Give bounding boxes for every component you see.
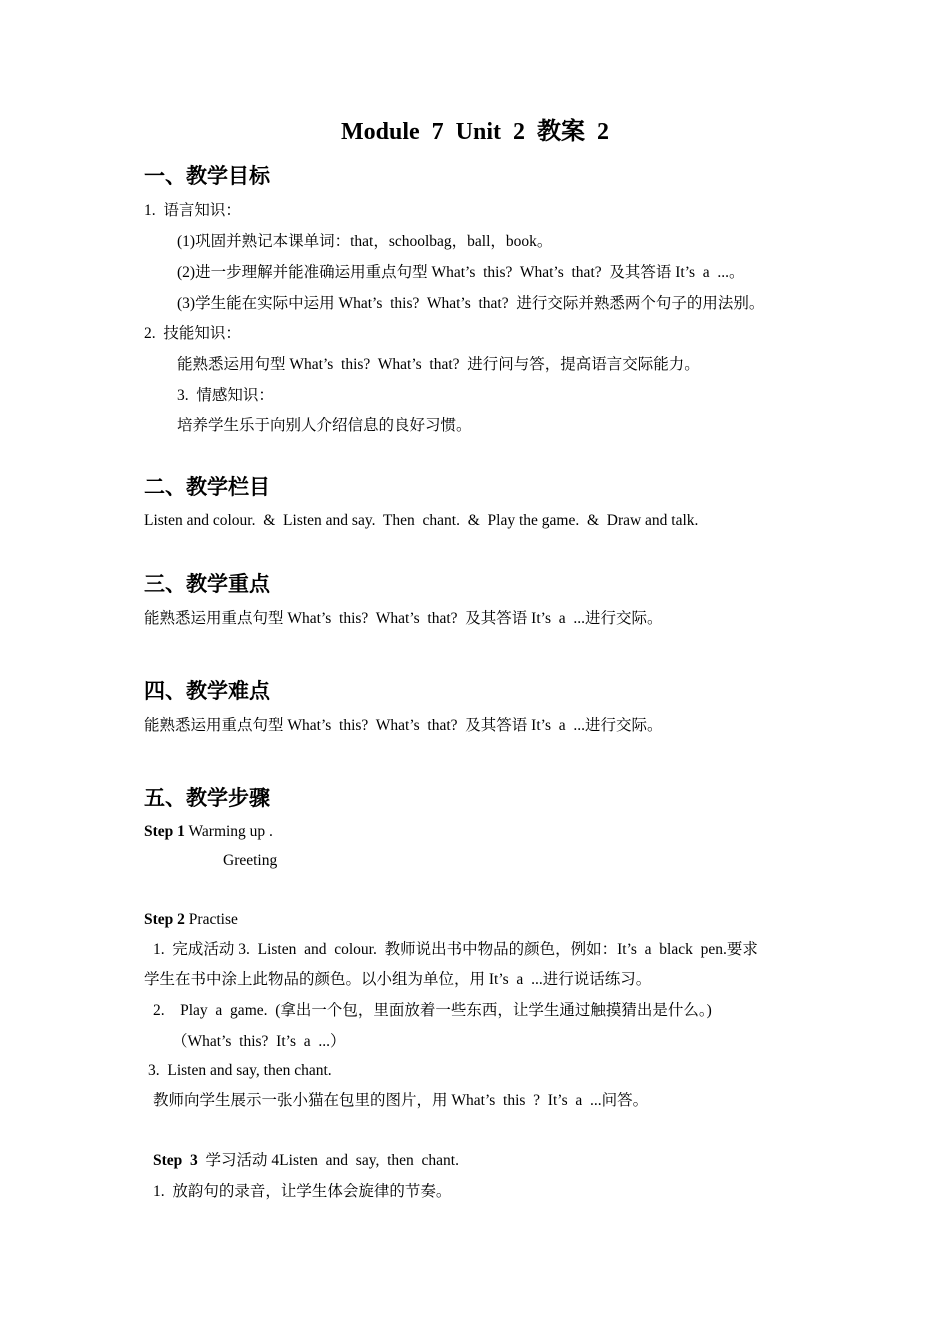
difficulties-text: 能熟悉运用重点句型 What’s this? What’s that? 及其答语 It’s a ...进行交际。 xyxy=(144,717,663,734)
key-points-text: 能熟悉运用重点句型 What’s this? What’s that? 及其答语 It’s a ...进行交际。 xyxy=(144,610,663,627)
step-2-label: Step 2 xyxy=(144,911,185,928)
skill-knowledge-text: 能熟悉运用句型 What’s this? What’s that? 进行问与答，提高语言交际能力。 xyxy=(177,356,700,373)
section-heading-difficulties: 四、教学难点 xyxy=(144,679,270,703)
objective-item-3: (3)学生能在实际中运用 What’s this? What’s that? 进行交际并熟悉两个句子的用法别。 xyxy=(177,295,765,312)
step-1-greeting: Greeting xyxy=(223,852,278,869)
step-1-title: Warming up . xyxy=(184,823,273,840)
step-2-line xyxy=(144,910,238,930)
emotion-knowledge-text: 培养学生乐于向别人介绍信息的良好习惯。 xyxy=(177,417,472,434)
step-2-item-1-line-1: 1. 完成活动 3. Listen and colour. 教师说出书中物品的颜色，例如：It’s a black pen.要求 xyxy=(153,941,758,958)
objective-item-1: (1)巩固并熟记本课单词：that，schoolbag，ball，book。 xyxy=(177,233,553,250)
columns-text: Listen and colour. & Listen and say. Then chant. & Play the game. & Draw and talk. xyxy=(144,512,699,529)
section-heading-steps: 五、教学步骤 xyxy=(144,786,270,810)
step-1-line xyxy=(144,822,273,842)
language-knowledge-label: 1. 语言知识： xyxy=(144,202,241,219)
step-3-label: Step 3 xyxy=(153,1152,198,1169)
step-2-item-2-line-1: 2. Play a game. (拿出一个包，里面放着一些东西，让学生通过触摸猜出是什么。) xyxy=(153,1002,712,1019)
section-heading-objectives: 一、教学目标 xyxy=(144,164,270,188)
section-heading-key-points: 三、教学重点 xyxy=(144,572,270,596)
step-2-title: Practise xyxy=(184,911,238,928)
step-3-line xyxy=(153,1151,459,1171)
section-heading-columns: 二、教学栏目 xyxy=(144,475,270,499)
step-2-item-1-line-2: 学生在书中涂上此物品的颜色。以小组为单位，用 It’s a ...进行说话练习。 xyxy=(144,971,652,988)
document-title: Module 7 Unit 2 教案 2 xyxy=(340,119,609,145)
step-3-item-1: 1. 放韵句的录音，让学生体会旋律的节奏。 xyxy=(153,1183,452,1200)
objective-item-2: (2)进一步理解并能准确运用重点句型 What’s this? What’s that? 及其答语 It’s a ...。 xyxy=(177,264,745,281)
step-3-title: 学习活动 4Listen and say, then chant. xyxy=(197,1152,459,1169)
step-1-label: Step 1 xyxy=(144,823,185,840)
skill-knowledge-label: 2. 技能知识： xyxy=(144,325,241,342)
emotion-knowledge-label: 3. 情感知识： xyxy=(177,387,274,404)
step-2-item-2-line-2: （What’s this? It’s a ...） xyxy=(172,1033,346,1050)
step-2-item-3-line-1: 3. Listen and say, then chant. xyxy=(148,1062,332,1079)
step-2-item-3-line-2: 教师向学生展示一张小猫在包里的图片，用 What’s this ? It’s a ...问答。 xyxy=(153,1092,649,1109)
